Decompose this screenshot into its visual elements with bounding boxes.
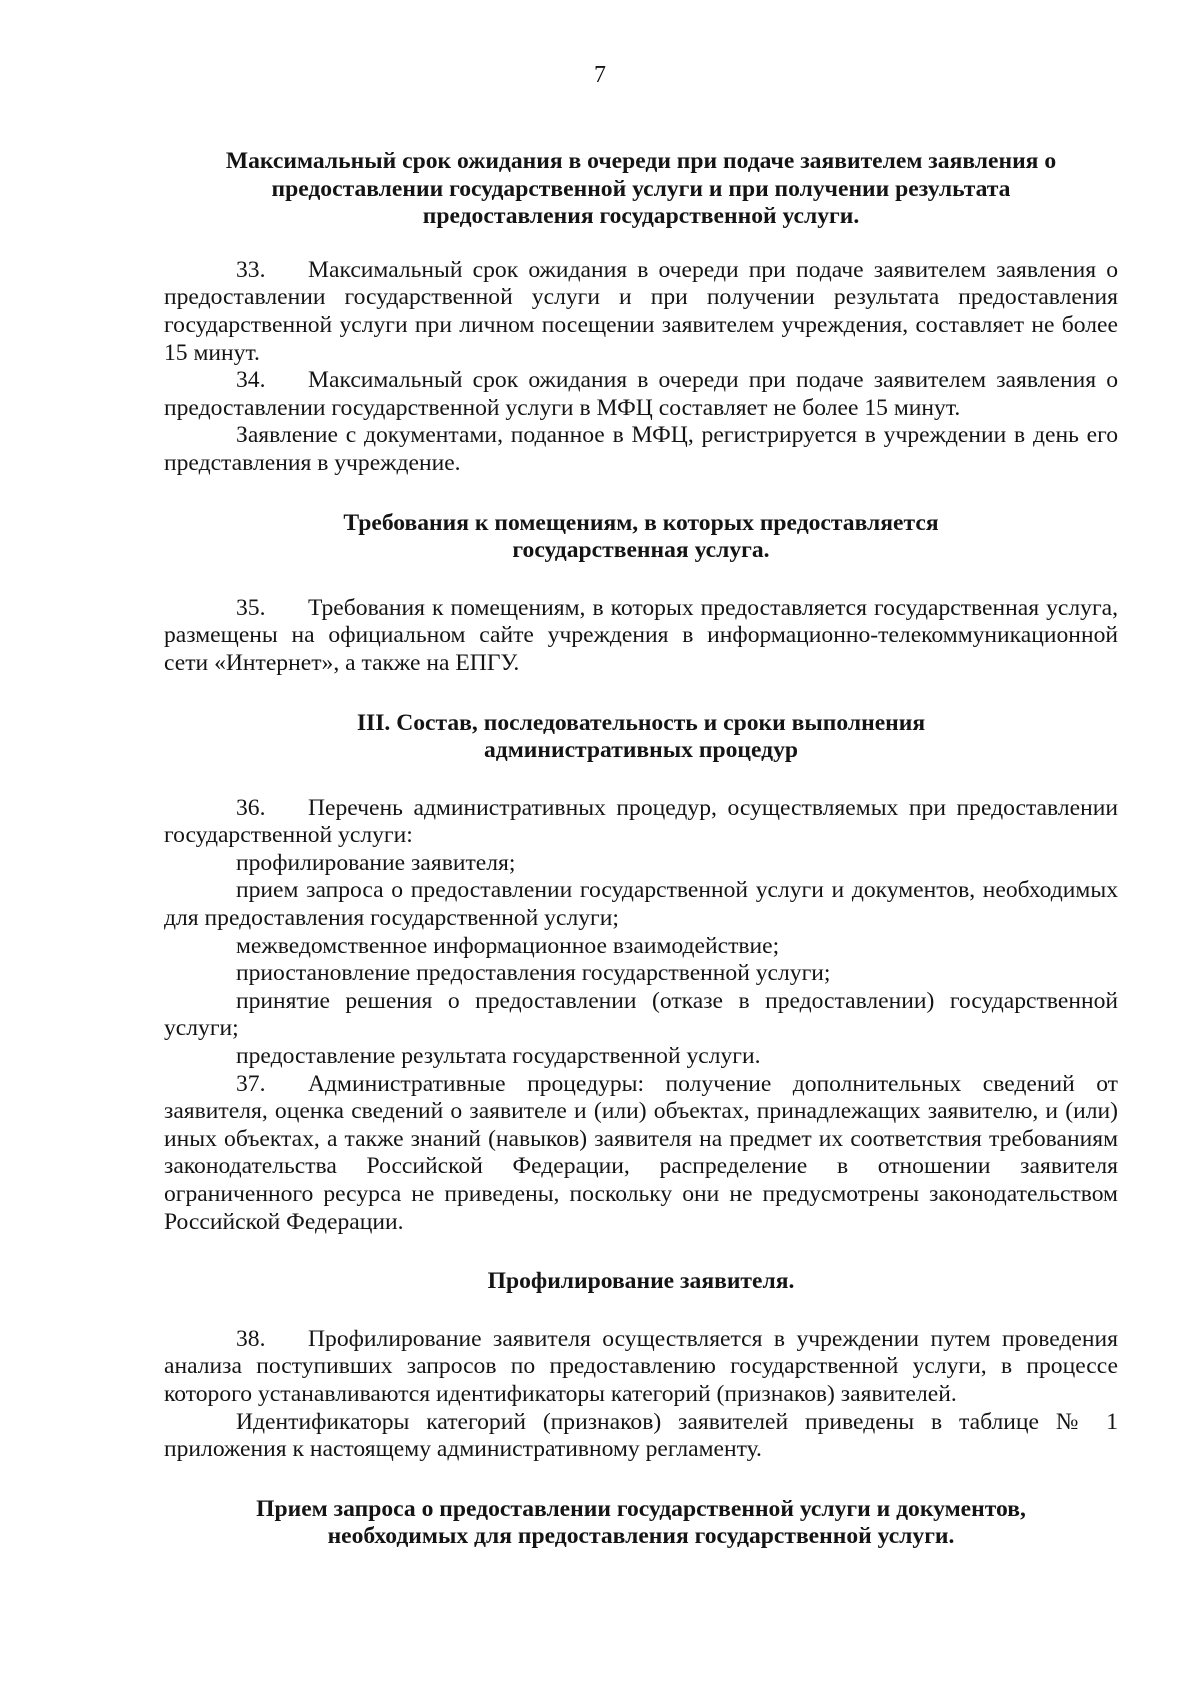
paragraph-38-continued: Идентификаторы категорий (признаков) заявителей приведены в таблице № 1 приложения к настоящему административному регламенту. (164, 1408, 1118, 1463)
list-item: принятие решения о предоставлении (отказе в предоставлении) государственной услуги; (164, 987, 1118, 1042)
section-heading-procedures (164, 710, 1118, 765)
paragraph-text: Максимальный срок ожидания в очереди при подаче заявителем заявления о предоставлении государственной услуги в МФЦ составляет не более 15 минут. (164, 367, 1118, 421)
paragraph-36 (164, 795, 1118, 850)
paragraph-number: 37. (236, 1070, 266, 1097)
paragraph-text: Профилирование заявителя осуществляется в учреждении путем проведения анализа поступивших запросов по предоставлению государственной услуги, в процессе которого устанавливаются идентификаторы категорий (признаков) заявителей. (164, 1325, 1118, 1407)
section-heading-profiling (164, 1268, 1118, 1296)
paragraph-number: 38. (236, 1325, 266, 1352)
heading-line: государственная услуга. (512, 537, 770, 564)
paragraph-number: 33. (236, 256, 266, 283)
heading-line: необходимых для предоставления государственной услуги. (327, 1523, 955, 1550)
list-item: профилирование заявителя; (236, 849, 516, 876)
section-heading-queue-time (164, 148, 1118, 231)
paragraph-35 (164, 595, 1118, 678)
list-item: приостановление предоставления государственной услуги; (236, 960, 831, 987)
list-item: прием запроса о предоставлении государственной услуги и документов, необходимых для предоставления государственной услуги; (164, 877, 1118, 932)
paragraph-text: Максимальный срок ожидания в очереди при подаче заявителем заявления о предоставлении государственной услуги и при получении результата предоставления государственной услуги при личном посещении заявителем учреждения, составляет не более 15 минут. (164, 256, 1118, 366)
heading-line: предоставления государственной услуги. (422, 203, 860, 230)
list-item: межведомственное информационное взаимодействие; (236, 932, 780, 959)
heading-line: Максимальный срок ожидания в очереди при подаче заявителем заявления о (225, 148, 1057, 174)
section-heading-request-intake (164, 1496, 1118, 1551)
heading-line: административных процедур (484, 737, 798, 764)
heading-line: Требования к помещениям, в которых предоставляется (343, 509, 939, 536)
paragraph-34-continued: Заявление с документами, поданное в МФЦ, регистрируется в учреждении в день его представления в учреждение. (164, 422, 1118, 476)
document-body (164, 148, 1118, 1551)
list-item: предоставление результата государственной услуги. (236, 1043, 761, 1070)
paragraph-number: 34. (236, 367, 266, 394)
section-heading-premises (164, 510, 1118, 565)
paragraph-number: 35. (236, 594, 266, 621)
heading-line: III. Состав, последовательность и сроки выполнения (356, 709, 926, 736)
paragraph-34 (164, 367, 1118, 422)
paragraph-text: Административные процедуры: получение дополнительных сведений от заявителя, оценка сведений о заявителе и (или) объектах, принадлежащих заявителю, и (или) иных объектах, а также знаний (навыков) заявителя на предмет их соответствия требованиям законодательства Российской Федерации, распределение в отношении заявителя ограниченного ресурса не приведены, поскольку они не предусмотрены законодательством Российской Федерации. (164, 1070, 1118, 1235)
paragraph-text: Требования к помещениям, в которых предоставляется государственная услуга, размещены на официальном сайте учреждения в информационно-телекоммуникационной сети «Интернет», а также на ЕПГУ. (164, 594, 1118, 676)
heading-line: Профилирование заявителя. (487, 1268, 795, 1295)
heading-line: Прием запроса о предоставлении государственной услуги и документов, (256, 1495, 1026, 1522)
paragraph-33 (164, 257, 1118, 367)
paragraph-number: 36. (236, 794, 266, 821)
page-number: 7 (594, 62, 606, 88)
paragraph-text: Перечень административных процедур, осуществляемых при предоставлении государственной услуги: (164, 794, 1118, 849)
paragraph-38 (164, 1326, 1118, 1409)
paragraph-37 (164, 1071, 1118, 1237)
heading-line: предоставлении государственной услуги и при получении результата (271, 175, 1011, 202)
